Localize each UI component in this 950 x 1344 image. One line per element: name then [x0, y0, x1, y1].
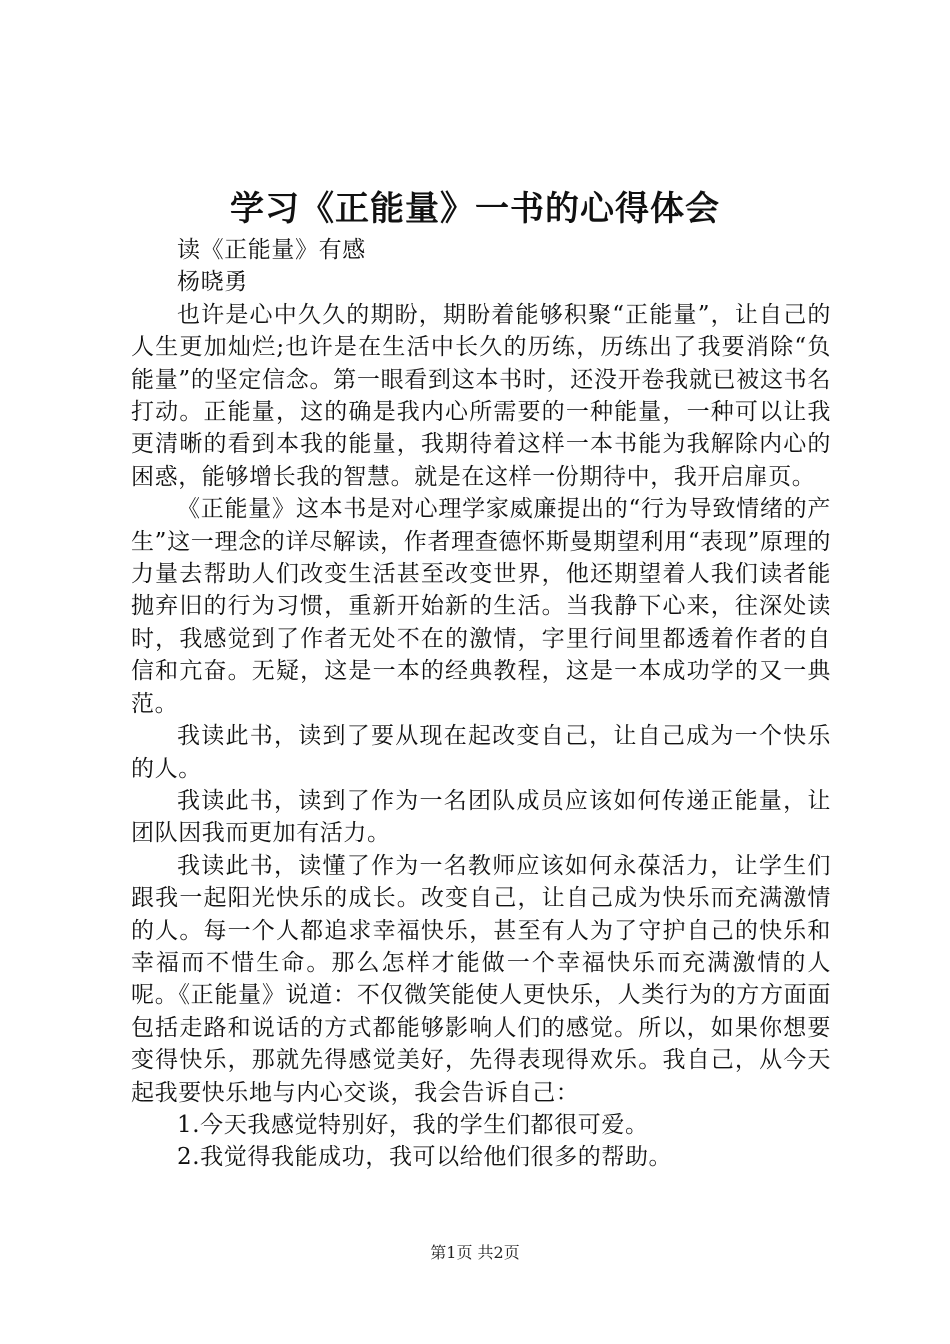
paragraph: 我读此书，读懂了作为一名教师应该如何永葆活力，让学生们跟我一起阳光快乐的成长。改变自己，让自己成为快乐而充满激情的人。每一个人都追求幸福快乐，甚至有人为了守护自己的快乐和幸福而不惜生命。那么怎样才能做一个幸福快乐而充满激情的人呢。《正能量》说道：不仅微笑能使人更快乐，人类行为的方方面面包括走路和说话的方式都能够影响人们的感觉。所以，如果你想要变得快乐，那就先得感觉美好，先得表现得欢乐。我自己，从今天起我要快乐地与内心交谈，我会告诉自己：	[131, 852, 831, 1106]
document-title: 学习《正能量》一书的心得体会	[230, 189, 720, 229]
document-subtitle: 读《正能量》有感	[177, 237, 366, 263]
document-body	[131, 234, 831, 1174]
page-indicator: 第1页 共2页	[430, 1243, 520, 1262]
paragraph: 我读此书，读到了要从现在起改变自己，让自己成为一个快乐的人。	[131, 723, 831, 782]
paragraph: 《正能量》这本书是对心理学家威廉提出的“行为导致情绪的产生”这一理念的详尽解读，作者理查德怀斯曼期望利用“表现”原理的力量去帮助人们改变生活甚至改变世界，他还期望着人我们读者能抛弃旧的行为习惯，重新开始新的生活。当我静下心来，往深处读时，我感觉到了作者无处不在的激情，字里行间里都透着作者的自信和亢奋。无疑，这是一本的经典教程，这是一本成功学的又一典范。	[131, 496, 831, 717]
page-footer	[0, 1242, 950, 1264]
list-item: 1.今天我感觉特别好，我的学生们都很可爱。	[177, 1111, 649, 1138]
list-item: 2.我觉得我能成功，我可以给他们很多的帮助。	[177, 1144, 673, 1171]
document-author: 杨晓勇	[177, 269, 248, 296]
paragraph: 也许是心中久久的期盼，期盼着能够积聚“正能量”，让自己的人生更加灿烂;也许是在生活中长久的历练，历练出了我要消除“负能量”的坚定信念。第一眼看到这本书时，还没开卷我就已被这书名打动。正能量，这的确是我内心所需要的一种能量，一种可以让我更清晰的看到本我的能量，我期待着这样一本书能为我解除内心的困惑，能够增长我的智慧。就是在这样一份期待中，我开启扉页。	[131, 301, 831, 490]
paragraph: 我读此书，读到了作为一名团队成员应该如何传递正能量，让团队因我而更加有活力。	[131, 787, 831, 847]
